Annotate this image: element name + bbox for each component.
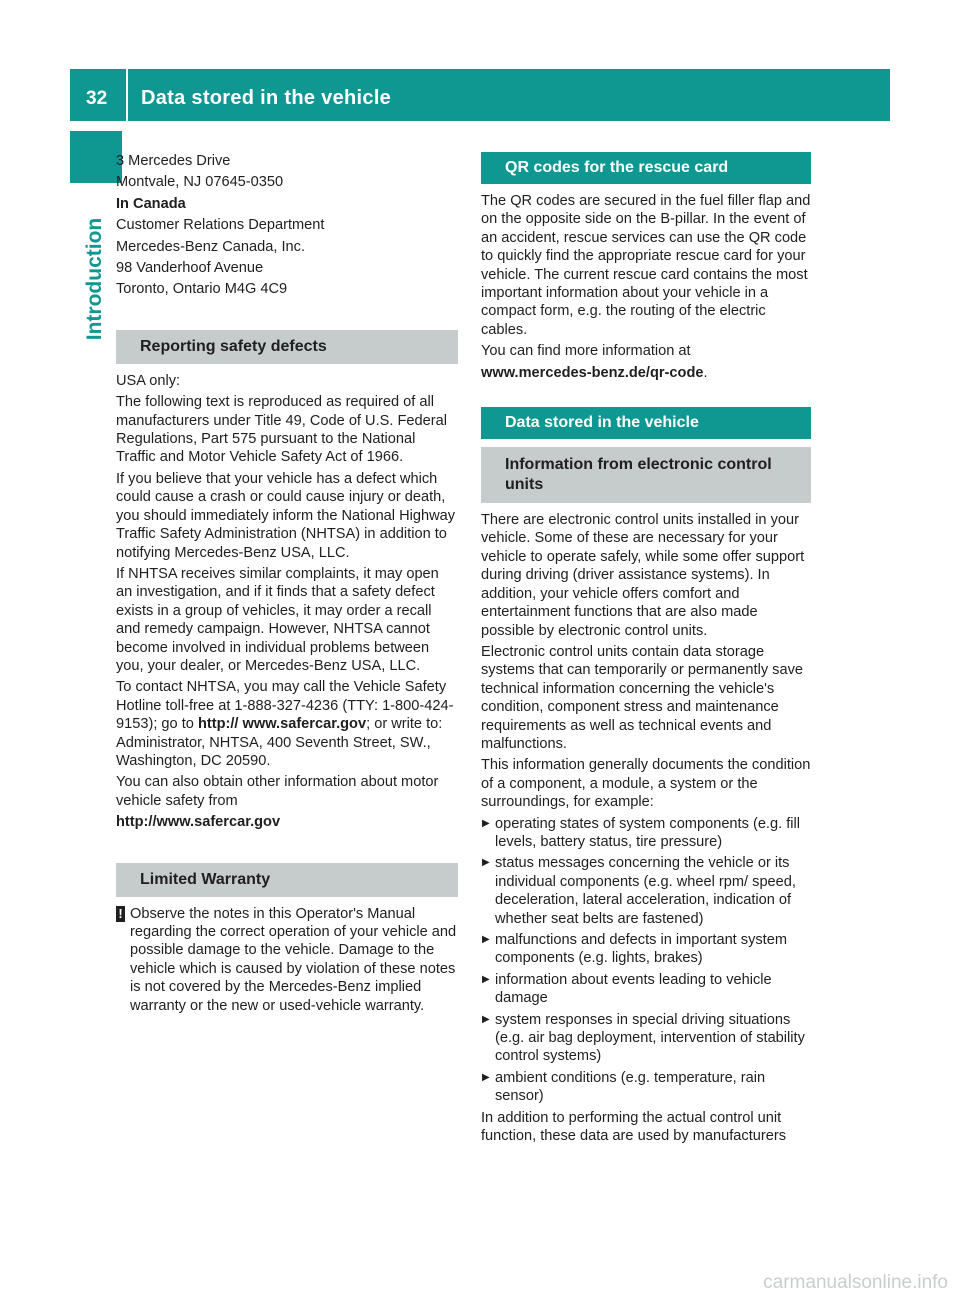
page-number: 32 bbox=[86, 88, 108, 109]
safercar-url-paragraph bbox=[116, 813, 458, 831]
canada-line: 98 Vanderhoof Avenue bbox=[116, 260, 264, 277]
side-section-label-text: Introduction bbox=[83, 217, 106, 341]
list-item bbox=[481, 1069, 811, 1106]
left-column bbox=[116, 152, 458, 1018]
address-line: 3 Mercedes Drive bbox=[116, 153, 231, 169]
safercar-link[interactable]: http:// www.safercar.gov bbox=[197, 716, 367, 733]
section-heading-data-stored: Data stored in the vehicle bbox=[481, 407, 811, 439]
contact-paragraph bbox=[116, 678, 458, 770]
body-paragraph: In addition to performing the actual control unit function, these data are used by manufacturers bbox=[481, 1109, 787, 1145]
list-item-text: operating states of system components (e.g. fill levels, battery status, tire pressure) bbox=[495, 815, 800, 850]
contact-text: ; or write to: Administrator, NHTSA, 400 Seventh Street, SW., Washington, DC 20590. bbox=[116, 716, 443, 769]
list-item-text: information about events leading to vehicle damage bbox=[495, 971, 772, 1007]
body-paragraph: The following text is reproduced as required of all manufacturers under Title 49, Code of U.S. Federal Regulations, Part 575 pursuant to the National Traffic and Motor Vehicle Safety Act of 1966. bbox=[116, 394, 447, 466]
list-item-text: ambient conditions (e.g. temperature, rain sensor) bbox=[495, 1069, 766, 1105]
triangle-bullet-icon: ▶ bbox=[482, 934, 490, 945]
warranty-notice bbox=[116, 905, 458, 1015]
spacer bbox=[116, 835, 458, 863]
spacer bbox=[116, 302, 458, 330]
canada-heading-text: In Canada bbox=[116, 195, 186, 212]
triangle-bullet-icon: ▶ bbox=[482, 1013, 490, 1025]
header-divider bbox=[126, 69, 128, 121]
list-item bbox=[481, 931, 811, 968]
section-heading-warranty: Limited Warranty bbox=[116, 863, 458, 897]
body-paragraph: You can find more information at bbox=[481, 343, 691, 360]
canada-line: Mercedes-Benz Canada, Inc. bbox=[116, 238, 306, 255]
address-line: Montvale, NJ 07645-0350 bbox=[116, 174, 284, 191]
body-paragraph: The QR codes are secured in the fuel filler flap and on the opposite side on the B-pillar. In the event of an accident, rescue services can use the QR code to quickly find the appropriate rescue card for your vehicle. The current rescue card contains the most important information about your vehicle in a compact form, e.g. the routing of the electric cables. bbox=[481, 193, 811, 338]
triangle-bullet-icon: ▶ bbox=[482, 817, 490, 829]
body-paragraph: You can also obtain other information about motor vehicle safety from bbox=[116, 774, 439, 809]
section-heading-qr: QR codes for the rescue card bbox=[481, 152, 811, 184]
watermark: carmanualsonline.info bbox=[763, 1272, 948, 1293]
body-paragraph: USA only: bbox=[116, 372, 181, 389]
list-item bbox=[481, 815, 811, 852]
list-item bbox=[481, 854, 811, 928]
body-paragraph: There are electronic control units installed in your vehicle. Some of these are necessary for your vehicle to operate safely, while some offer support during driving (driver assistance systems). In addition, your vehicle offers comfort and entertainment functions that are also made possible by electronic control units. bbox=[481, 512, 805, 639]
side-section-label bbox=[83, 217, 107, 341]
list-item-text: malfunctions and defects in important system components (e.g. lights, brakes) bbox=[495, 932, 788, 967]
side-tab-marker bbox=[70, 131, 122, 183]
qr-link-paragraph bbox=[481, 364, 811, 382]
contact-text: To contact NHTSA, you may call the Vehicle Safety Hotline toll-free at 1-888-327-4236 (TTY: 1-800-424-9153); go to bbox=[116, 679, 454, 733]
exclamation-icon: ! bbox=[116, 906, 125, 922]
body-paragraph: Electronic control units contain data storage systems that can temporarily or permanently save technical information concerning the vehicle's condition, component stress and maintenance requirements as well as technical events and malfunctions. bbox=[481, 643, 804, 752]
canada-line: Customer Relations Department bbox=[116, 217, 325, 234]
safercar-url-link[interactable]: http://www.safercar.gov bbox=[116, 814, 281, 831]
right-column bbox=[481, 152, 811, 1148]
triangle-bullet-icon: ▶ bbox=[482, 1071, 490, 1083]
warranty-text: Observe the notes in this Operator's Manual regarding the correct operation of your vehicle and possible damage to the vehicle. Damage to the vehicle which is caused by violation of these notes is not covered by the Mercedes-Benz implied warranty or the new or used-vehicle warranty. bbox=[130, 905, 457, 1014]
body-paragraph: If you believe that your vehicle has a defect which could cause a crash or could cause injury or death, you should immediately inform the National Highway Traffic Safety Administration (NHTSA) in addition to notifying Mercedes-Benz USA, LLC. bbox=[116, 470, 456, 561]
qr-link-suffix: . bbox=[703, 364, 708, 381]
body-paragraph: This information generally documents the condition of a component, a module, a system or the surroundings, for example: bbox=[481, 757, 811, 811]
example-list bbox=[481, 815, 811, 1106]
triangle-bullet-icon: ▶ bbox=[482, 857, 490, 869]
body-paragraph: If NHTSA receives similar complaints, it may open an investigation, and if it finds that a safety defect exists in a group of vehicles, it may order a recall and remedy campaign. However, NHTSA cannot become involved in individual problems between you, your dealer, or Mercedes-Benz USA, LLC. bbox=[116, 565, 439, 674]
qr-code-link[interactable]: www.mercedes-benz.de/qr-code bbox=[481, 364, 704, 381]
list-item-text: status messages concerning the vehicle or its individual components (e.g. wheel rpm/ speed, deceleration, lateral acceleration, indication of whether seat belts are fastened) bbox=[495, 855, 796, 927]
triangle-bullet-icon: ▶ bbox=[482, 973, 490, 985]
canada-heading bbox=[116, 195, 458, 213]
list-item-text: system responses in special driving situations (e.g. air bag deployment, intervention of stability control systems) bbox=[495, 1011, 805, 1065]
canada-line: Toronto, Ontario M4G 4C9 bbox=[116, 281, 288, 298]
section-heading-reporting: Reporting safety defects bbox=[116, 330, 458, 364]
list-item bbox=[481, 971, 811, 1008]
list-item bbox=[481, 1011, 811, 1066]
page-title: Data stored in the vehicle bbox=[141, 87, 392, 109]
spacer bbox=[481, 385, 811, 407]
section-heading-electronic-units: Information from electronic control units bbox=[481, 447, 811, 503]
